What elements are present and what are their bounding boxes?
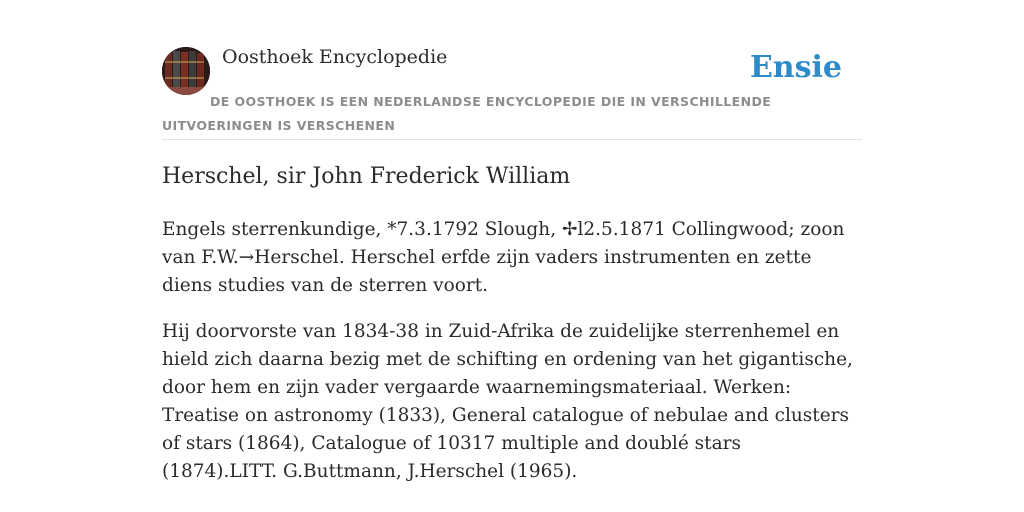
source-header bbox=[162, 44, 862, 140]
article-card bbox=[162, 44, 862, 482]
source-tagline: DE OOSTHOEK IS EEN NEDERLANDSE ENCYCLOPEDIE DIE IN VERSCHILLENDE UITVOERINGEN IS VERSCHENEN bbox=[162, 94, 772, 133]
article-paragraph: Hij doorvorste van 1834-38 in Zuid-Afrika de zuidelijke sterrenhemel en hield zich daarna bezig met de schifting en ordening van het gigantische, door hem en zijn vader vergaarde waarnemingsmateriaal. Werken: Treatise on astronomy (1833), General catalogue of nebulae and clusters of stars (1864), Catalogue of 10317 multiple and doublé stars (1874).LITT. G.Buttmann, J.Herschel (1965). bbox=[162, 321, 853, 482]
article-body bbox=[162, 216, 862, 504]
source-name[interactable]: Oosthoek Encyclopedie bbox=[222, 46, 448, 68]
article-paragraph: Engels sterrenkundige, *7.3.1792 Slough, ✢l2.5.1871 Collingwood; zoon van F.W.→Herschel. Herschel erfde zijn vaders instrumenten en zette diens studies van de sterren voort. bbox=[162, 219, 845, 296]
brand-logo[interactable]: Ensie bbox=[749, 50, 842, 85]
page-title: Herschel, sir John Frederick William bbox=[162, 164, 571, 189]
encyclopedia-books-icon[interactable] bbox=[162, 47, 210, 95]
